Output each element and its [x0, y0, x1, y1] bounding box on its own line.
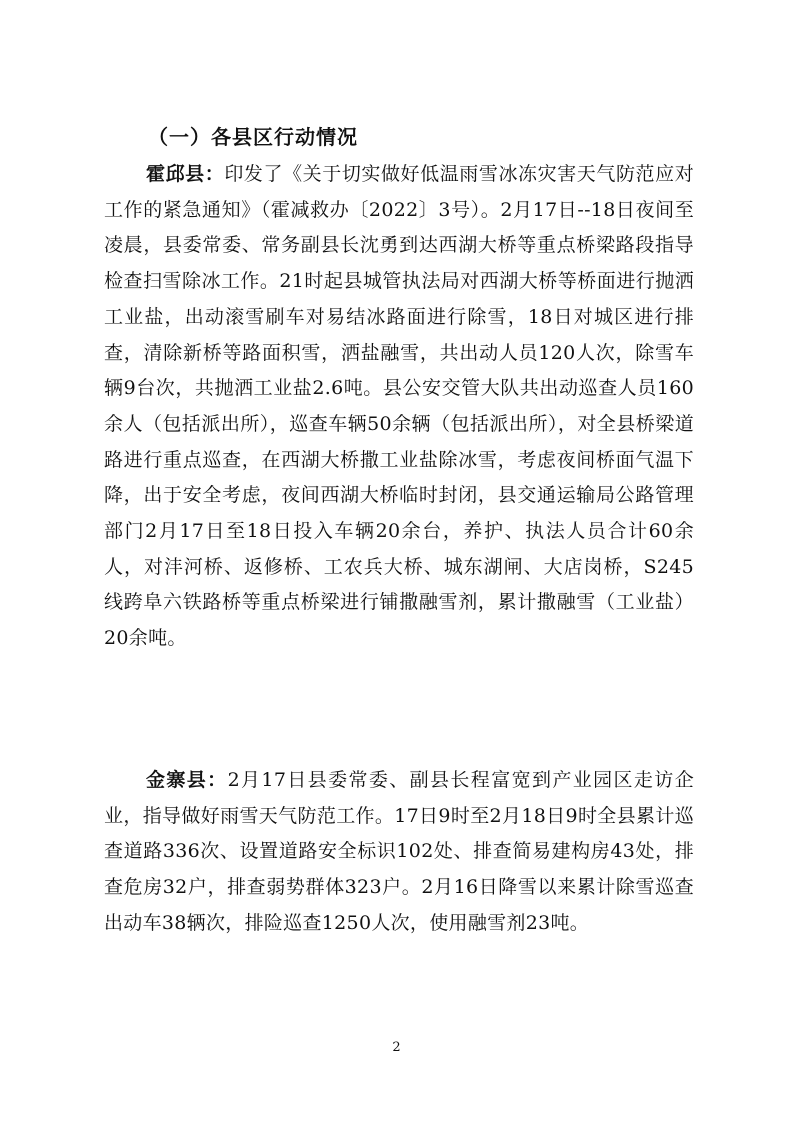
- section-heading: （一）各县区行动情况: [148, 125, 358, 149]
- paragraph-huoqiu: [104, 157, 694, 657]
- paragraph-jinzhai: [104, 763, 694, 942]
- paragraph-text-huoqiu: 印发了《关于切实做好低温雨雪冰冻灾害天气防范应对工作的紧急通知》（霍减救办〔2022〕3号）。2月17日--18日夜间至凌晨，县委常委、常务副县长沈勇到达西湖大桥等重点桥梁路段指导检查扫雪除冰工作。21时起县城管执法局对西湖大桥等桥面进行抛洒工业盐，出动滚雪刷车对易结冰路面进行除雪，18日对城区进行排查，清除新桥等路面积雪，洒盐融雪，共出动人员120人次，除雪车辆9台次，共抛洒工业盐2.6吨。县公安交管大队共出动巡查人员160余人（包括派出所），巡查车辆50余辆（包括派出所），对全县桥梁道路进行重点巡查，在西湖大桥撒工业盐除冰雪，考虑夜间桥面气温下降，出于安全考虑，夜间西湖大桥临时封闭，县交通运输局公路管理部门2月17日至18日投入车辆20余台，养护、执法人员合计60余人，对沣河桥、返修桥、工农兵大桥、城东湖闸、大店岗桥，S245线跨阜六铁路桥等重点桥梁进行铺撒融雪剂，累计撒融雪（工业盐）20余吨。: [104, 163, 694, 650]
- paragraph-label-huoqiu: 霍邱县：: [146, 163, 225, 185]
- paragraph-label-jinzhai: 金寨县：: [146, 769, 228, 791]
- page-number: 2: [392, 1040, 401, 1055]
- paragraph-text-jinzhai: 2月17日县委常委、副县长程富宽到产业园区走访企业，指导做好雨雪天气防范工作。17日9时至2月18日9时全县累计巡查道路336次、设置道路安全标识102处、排查简易建构房43处，排查危房32户，排查弱势群体323户。2月16日降雪以来累计除雪巡查出动车38辆次，排险巡查1250人次，使用融雪剂23吨。: [104, 769, 694, 934]
